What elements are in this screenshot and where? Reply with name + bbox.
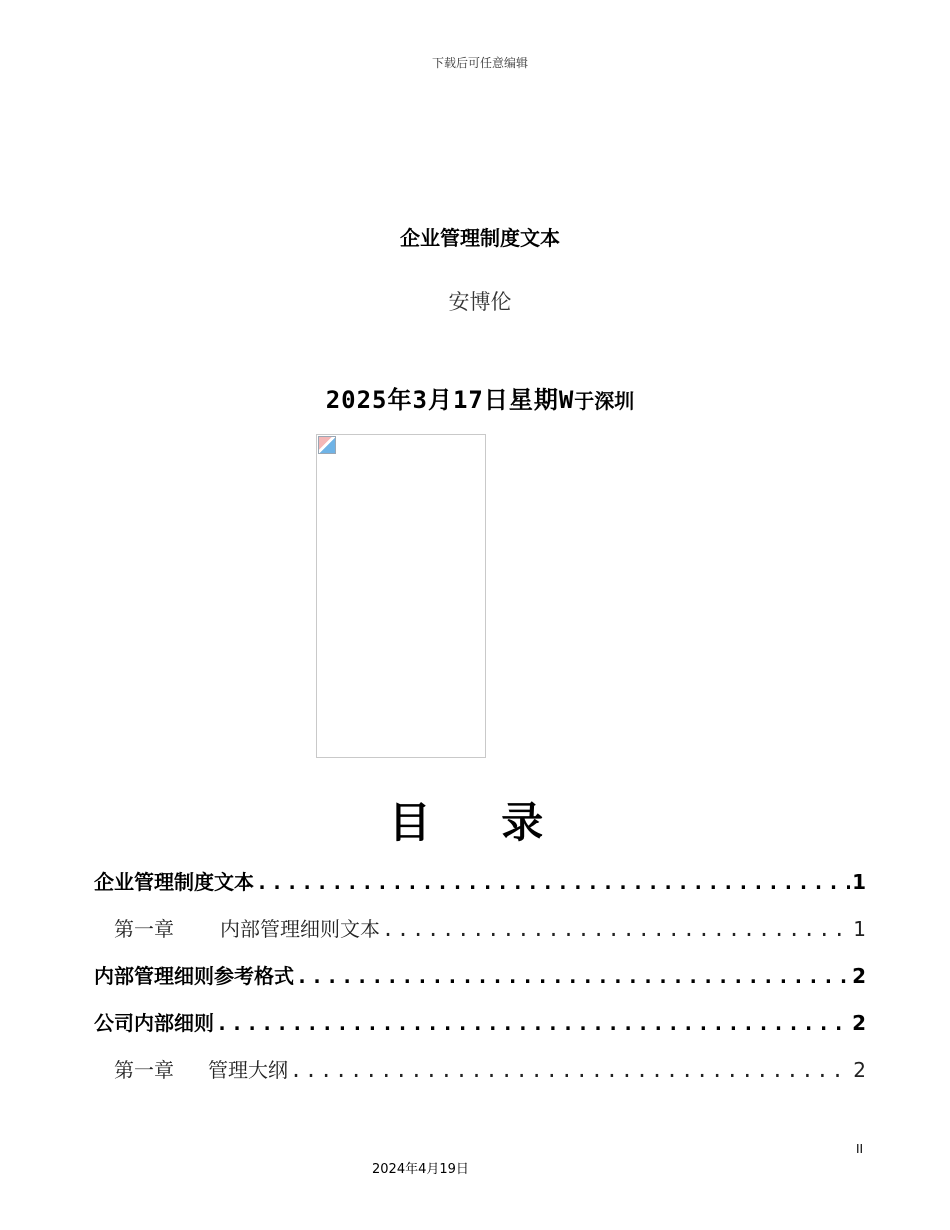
footer-date: 2024年4月19日 — [372, 1162, 469, 1177]
toc-leader-dots — [290, 1058, 851, 1082]
toc-entry[interactable] — [94, 866, 866, 913]
toc-leader-dots — [296, 964, 850, 988]
toc-entry-title: 内部管理细则文本 — [220, 917, 380, 941]
toc-entry-title: 内部管理细则参考格式 — [94, 964, 294, 988]
toc-entry[interactable] — [94, 913, 866, 960]
toc-entry[interactable] — [94, 1007, 866, 1054]
toc-leader-dots — [216, 1011, 850, 1035]
toc-heading: 目 录 — [388, 798, 572, 847]
cover-image-placeholder — [316, 434, 486, 758]
cover-date: 2025年3月17日星期W — [325, 386, 575, 414]
toc-entry-page: 2 — [852, 1011, 866, 1035]
toc-leader-dots — [256, 870, 850, 894]
page-number: II — [856, 1142, 864, 1156]
toc-entry[interactable] — [94, 1054, 866, 1101]
document-title: 企业管理制度文本 — [400, 226, 560, 250]
cover-location: 于深圳 — [574, 389, 635, 413]
toc-entry-page: 2 — [852, 964, 866, 988]
header-note: 下载后可任意编辑 — [431, 56, 528, 70]
toc-entry-page: 2 — [853, 1058, 866, 1082]
broken-image-icon — [318, 436, 336, 454]
toc-entry-page: 1 — [853, 917, 866, 941]
toc-entry-chapter: 第一章 — [114, 1058, 174, 1082]
toc-entry-title: 企业管理制度文本 — [94, 870, 254, 894]
toc-entry-page: 1 — [852, 870, 866, 894]
toc-leader-dots — [382, 917, 851, 941]
author-name: 安博伦 — [448, 290, 512, 314]
table-of-contents — [94, 866, 866, 1101]
toc-entry[interactable] — [94, 960, 866, 1007]
toc-entry-title: 管理大纲 — [208, 1058, 288, 1082]
cover-date-line — [0, 380, 950, 415]
toc-entry-title: 公司内部细则 — [94, 1011, 214, 1035]
toc-entry-chapter: 第一章 — [114, 917, 174, 941]
